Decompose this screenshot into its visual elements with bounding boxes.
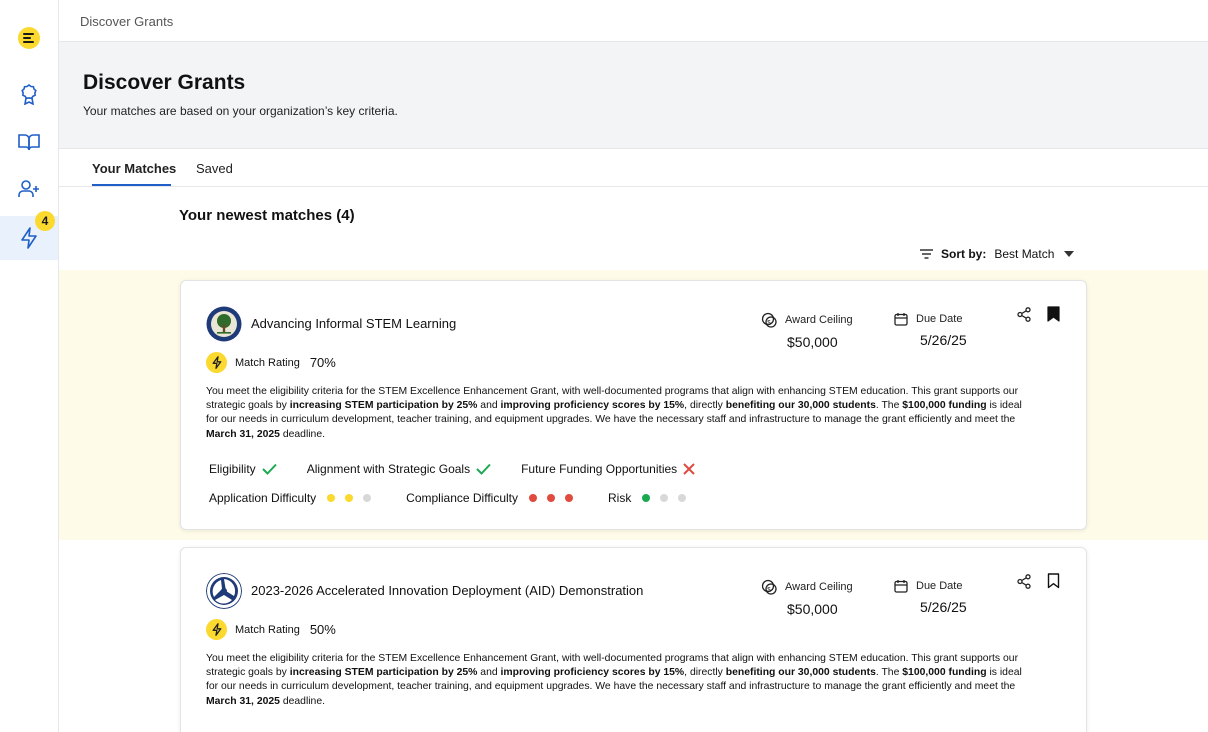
due-date (894, 579, 967, 615)
level-dot-filled (327, 494, 335, 502)
active-tab-indicator (92, 184, 171, 186)
grant-card[interactable] (180, 280, 1087, 530)
check-icon (476, 463, 491, 475)
share-icon[interactable] (1017, 574, 1031, 589)
breadcrumb: Discover Grants (80, 14, 174, 29)
level-dot-filled (565, 494, 573, 502)
criteria-row-difficulty (209, 491, 721, 505)
user-plus-icon (18, 180, 40, 198)
bookmark-outline-icon[interactable] (1047, 573, 1060, 589)
award-ceiling-value: $50,000 (787, 334, 838, 350)
award-icon (19, 83, 39, 105)
sidebar (0, 0, 59, 732)
criterion-alignment: Alignment with Strategic Goals (307, 462, 491, 476)
tab-saved[interactable]: Saved (196, 161, 233, 176)
page-title: Discover Grants (83, 71, 246, 94)
svg-text:$: $ (767, 320, 771, 327)
sort-dropdown[interactable] (920, 247, 1074, 261)
money-icon (761, 312, 777, 328)
tab-your-matches[interactable]: Your Matches (92, 161, 177, 176)
award-ceiling-label: Award Ceiling (785, 314, 853, 326)
dept-transportation-seal-icon (206, 573, 242, 609)
due-date (894, 312, 967, 348)
sort-value: Best Match (994, 247, 1055, 261)
match-description: You meet the eligibility criteria for the STEM Excellence Enhancement Grant, with well-documented programs that align with enhancing STEM education. This grant supports our strategic goals by increasing STEM participation by 25% and improving proficiency scores by 15%, directly benefiting our 30,000 students. The $100,000 funding is ideal for our needs in curriculum development, teacher training, and equipment upgrades. We have the necessary staff and infrastructure to manage the grant efficiently and meet the March 31, 2025 deadline. (206, 386, 1022, 440)
level-dot-filled (529, 494, 537, 502)
due-date-label: Due Date (916, 580, 963, 592)
app-logo[interactable] (18, 27, 40, 49)
filter-icon (920, 249, 933, 259)
award-ceiling (761, 312, 853, 350)
match-rating-value: 50% (309, 622, 336, 637)
calendar-icon (894, 312, 908, 326)
criterion-risk: Risk (608, 491, 691, 505)
match-rating-value: 70% (309, 355, 336, 370)
svg-text:$: $ (767, 587, 771, 594)
logo-icon (23, 33, 35, 43)
criterion-eligibility: Eligibility (209, 462, 277, 476)
matches-count-badge: 4 (35, 211, 55, 231)
check-icon (262, 463, 277, 475)
chevron-down-icon (1064, 251, 1074, 257)
level-dot-empty (363, 494, 371, 502)
sidebar-item-team[interactable] (0, 167, 58, 211)
award-ceiling (761, 579, 853, 617)
criteria-row-fit (209, 462, 725, 476)
bookmark-filled-icon[interactable] (1047, 306, 1060, 322)
level-dot-filled (547, 494, 555, 502)
grant-title[interactable]: 2023-2026 Accelerated Innovation Deployment (AID) Demonstration (251, 583, 644, 598)
page-header (59, 42, 1208, 149)
calendar-icon (894, 579, 908, 593)
match-description: You meet the eligibility criteria for the STEM Excellence Enhancement Grant, with well-documented programs that align with enhancing STEM education. This grant supports our strategic goals by increasing STEM participation by 25% and improving proficiency scores by 15%, directly benefiting our 30,000 students. The $100,000 funding is ideal for our needs in curriculum development, teacher training, and equipment upgrades. We have the necessary staff and infrastructure to manage the grant efficiently and meet the March 31, 2025 deadline. (206, 653, 1022, 707)
tab-bar (59, 149, 1208, 187)
sidebar-item-awards[interactable] (0, 72, 58, 116)
criterion-application-difficulty: Application Difficulty (209, 491, 376, 505)
match-rating (206, 619, 336, 640)
award-ceiling-value: $50,000 (787, 601, 838, 617)
top-bar (59, 0, 1208, 42)
section-title: Your newest matches (4) (179, 207, 355, 224)
book-icon (18, 133, 40, 151)
match-rating-label: Match Rating (235, 623, 300, 636)
level-dot-filled (345, 494, 353, 502)
due-date-value: 5/26/25 (920, 599, 967, 615)
level-dot-filled (642, 494, 650, 502)
page-subtitle: Your matches are based on your organization’s key criteria. (83, 104, 398, 118)
level-dot-empty (678, 494, 686, 502)
dept-education-seal-icon (206, 306, 242, 342)
rating-bolt-icon (206, 619, 227, 640)
sidebar-item-library[interactable] (0, 120, 58, 164)
level-dot-empty (660, 494, 668, 502)
bolt-icon (20, 227, 38, 249)
grant-card[interactable] (180, 547, 1087, 732)
criterion-future-funding: Future Funding Opportunities (521, 462, 695, 476)
due-date-label: Due Date (916, 313, 963, 325)
grant-title[interactable]: Advancing Informal STEM Learning (251, 316, 457, 331)
cross-icon (683, 463, 695, 475)
match-rating (206, 352, 336, 373)
match-rating-label: Match Rating (235, 356, 300, 369)
criterion-compliance-difficulty: Compliance Difficulty (406, 491, 578, 505)
due-date-value: 5/26/25 (920, 332, 967, 348)
rating-bolt-icon (206, 352, 227, 373)
sort-label: Sort by: (941, 247, 987, 261)
award-ceiling-label: Award Ceiling (785, 581, 853, 593)
money-icon (761, 579, 777, 595)
share-icon[interactable] (1017, 307, 1031, 322)
